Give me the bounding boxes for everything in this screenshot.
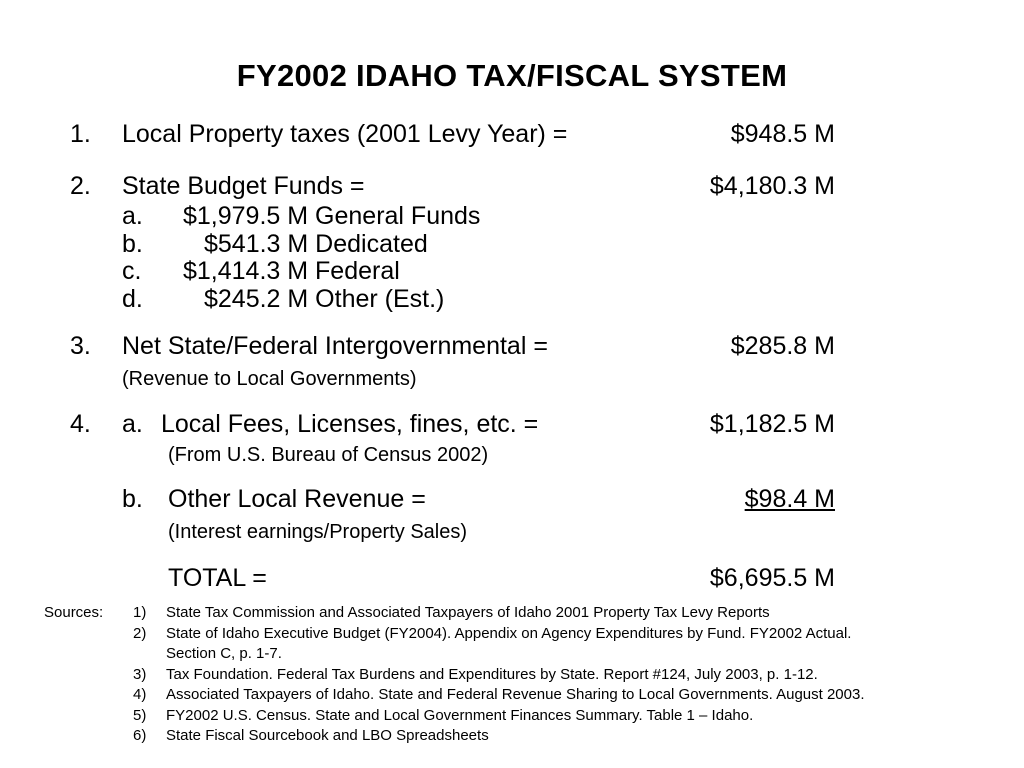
item-4b-note: (Interest earnings/Property Sales) [168,521,468,543]
item-3-number: 3. [70,332,91,360]
item-3-amount: $285.8 M [730,332,835,360]
item-2-sub-c-text: $1,414.3 M Federal [183,257,400,285]
item-2-sub-a-letter: a. [122,202,143,230]
source-4-number: 4) [133,686,147,703]
source-2-continuation: Section C, p. 1-7. [166,645,282,662]
item-4-number: 4. [70,410,91,438]
source-1-text: State Tax Commission and Associated Taxpayers of Idaho 2001 Property Tax Levy Reports [166,604,770,621]
source-6-text: State Fiscal Sourcebook and LBO Spreadsheets [166,727,489,744]
source-4-text: Associated Taxpayers of Idaho. State and Federal Revenue Sharing to Local Governments. August 2003. [166,686,865,703]
item-1-amount: $948.5 M [730,120,835,148]
total-label: TOTAL = [168,564,267,592]
total-amount: $6,695.5 M [709,564,835,592]
item-2-sub-b-text: $541.3 M Dedicated [204,230,428,258]
source-3-number: 3) [133,666,147,683]
item-2-sub-c-letter: c. [122,257,142,285]
item-2-number: 2. [70,172,91,200]
item-4b-label: Other Local Revenue = [168,485,426,513]
source-5-number: 5) [133,707,147,724]
source-6-number: 6) [133,727,147,744]
page-title: FY2002 IDAHO TAX/FISCAL SYSTEM [236,58,788,93]
source-2-number: 2) [133,625,147,642]
source-1-number: 1) [133,604,147,621]
item-2-sub-d-text: $245.2 M Other (Est.) [204,285,445,313]
source-2-text: State of Idaho Executive Budget (FY2004). Appendix on Agency Expenditures by Fund. FY2002 Actual. [166,625,852,642]
item-2-label: State Budget Funds = [122,172,365,200]
sources-label: Sources: [44,604,104,621]
item-1-label: Local Property taxes (2001 Levy Year) = [122,120,568,148]
item-3-label: Net State/Federal Intergovernmental = [122,332,548,360]
item-4a-note: (From U.S. Bureau of Census 2002) [168,444,489,466]
source-5-text: FY2002 U.S. Census. State and Local Government Finances Summary. Table 1 – Idaho. [166,707,754,724]
item-1-number: 1. [70,120,91,148]
item-2-sub-d-letter: d. [122,285,143,313]
item-4a-letter: a. [122,410,143,438]
item-4b-letter: b. [122,485,143,513]
item-2-amount: $4,180.3 M [709,172,835,200]
item-2-sub-b-letter: b. [122,230,143,258]
source-3-text: Tax Foundation. Federal Tax Burdens and Expenditures by State. Report #124, July 2003, p. 1-12. [166,666,818,683]
item-4a-label: Local Fees, Licenses, fines, etc. = [161,410,539,438]
item-2-sub-a-text: $1,979.5 M General Funds [183,202,481,230]
item-3-note: (Revenue to Local Governments) [122,368,417,390]
item-4a-amount: $1,182.5 M [709,410,835,438]
item-4b-amount: $98.4 M [744,485,835,513]
